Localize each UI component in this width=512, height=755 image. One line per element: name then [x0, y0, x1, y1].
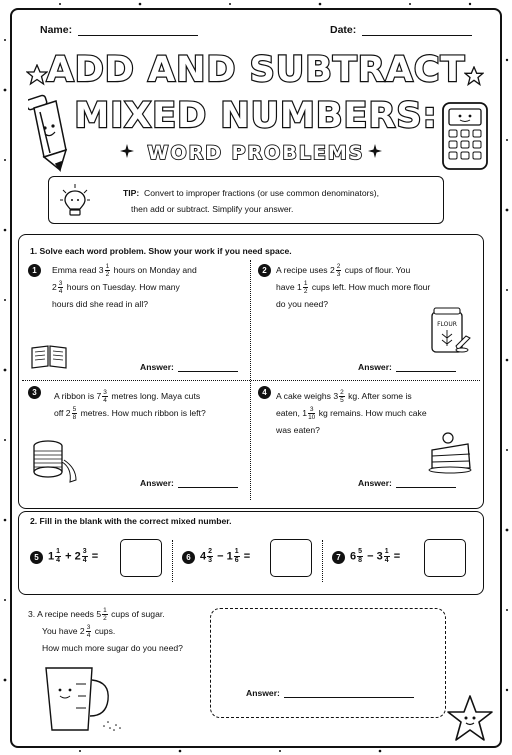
measuring-cup-icon	[40, 662, 130, 736]
problem-number: 6	[182, 551, 195, 564]
title-line-2: MIXED NUMBERS:	[74, 96, 438, 136]
flour-label: FLOUR	[437, 321, 457, 328]
whole-number: 6	[350, 550, 357, 563]
operator: +	[65, 550, 72, 563]
text-part: cups of flour. You	[344, 265, 411, 275]
numerator: 1	[56, 548, 61, 555]
denominator: 8	[358, 557, 363, 564]
tip-line-2: then add or subtract. Simplify your answer.	[131, 204, 294, 214]
tip-text	[123, 185, 433, 217]
answer-line[interactable]	[178, 364, 238, 372]
title-subtitle: WORD PROBLEMS	[147, 142, 365, 164]
numerator: 2	[336, 263, 341, 271]
answer-line[interactable]	[396, 364, 456, 372]
divider	[22, 380, 480, 381]
text-part: metres long. Maya cuts	[111, 391, 201, 401]
whole-number: 1	[48, 550, 55, 563]
text-part: cups left. How much more flour	[311, 282, 431, 292]
numerator: 1	[105, 263, 110, 271]
work-space-box[interactable]	[210, 608, 446, 718]
equals-sign: =	[393, 550, 401, 563]
text-part: have 1	[276, 282, 302, 292]
text-part: off 2	[54, 408, 71, 418]
denominator: 2	[105, 271, 110, 279]
denominator: 4	[384, 557, 389, 564]
pencil-mascot-icon	[28, 92, 72, 174]
answer-label: Answer:	[140, 362, 174, 372]
denominator: 4	[86, 632, 91, 640]
fraction	[303, 280, 309, 295]
whole-number: 1	[226, 550, 233, 563]
tip-label: TIP:	[123, 188, 140, 198]
answer-blank-5[interactable]	[120, 539, 162, 577]
text-part: A recipe uses 2	[276, 265, 335, 275]
numerator: 5	[72, 406, 77, 414]
numerator: 3	[86, 624, 91, 632]
fraction	[207, 548, 213, 565]
text-part: A ribbon is 7	[54, 391, 102, 401]
fraction	[339, 389, 345, 404]
denominator: 3	[336, 271, 341, 279]
date-label: Date:	[330, 24, 357, 36]
numerator: 3	[58, 280, 63, 288]
denominator: 4	[82, 557, 87, 564]
denominator: 10	[308, 414, 316, 422]
lightbulb-icon	[59, 183, 91, 219]
whole-number: 2	[74, 550, 81, 563]
answer-line[interactable]	[396, 480, 456, 488]
text-part: cups.	[94, 626, 116, 636]
equals-sign: =	[91, 550, 99, 563]
star-icon	[464, 66, 484, 86]
book-icon	[30, 342, 68, 370]
numerator: 1	[384, 548, 389, 555]
calculator-mascot-icon	[440, 100, 492, 174]
whole-number: 4	[200, 550, 207, 563]
denominator: 2	[303, 288, 308, 296]
text-part: 3. A recipe needs 5	[28, 609, 102, 619]
numerator: 2	[340, 389, 344, 397]
text-part: 2	[52, 282, 57, 292]
cake-slice-icon	[428, 430, 474, 474]
text-part: hours did she read in all?	[52, 299, 149, 309]
fraction	[72, 406, 78, 421]
tip-line-1: Convert to improper fractions (or use common denominators),	[144, 188, 380, 198]
denominator: 3	[208, 557, 213, 564]
sparkle-icon	[120, 144, 134, 158]
fraction	[102, 607, 108, 622]
answer-field-2[interactable]	[358, 362, 456, 372]
numerator: 3	[309, 406, 314, 414]
fraction	[86, 624, 92, 639]
star-mascot-icon	[446, 694, 494, 744]
text-part: metres. How much ribbon is left?	[80, 408, 206, 418]
title-line-1: ADD AND SUBTRACT	[46, 50, 466, 90]
answer-field-section-3[interactable]	[246, 688, 414, 698]
tip-box	[48, 176, 444, 224]
answer-label: Answer:	[246, 688, 280, 698]
numerator: 3	[82, 548, 87, 555]
fraction	[384, 548, 390, 565]
denominator: 2	[103, 615, 107, 623]
equation-7	[350, 548, 400, 565]
date-line[interactable]	[362, 26, 472, 36]
date-field[interactable]	[330, 24, 472, 36]
star-icon	[26, 64, 48, 86]
denominator: 4	[58, 288, 63, 296]
text-part: How much more sugar do you need?	[42, 643, 183, 653]
flour-bag-icon	[428, 306, 472, 356]
problem-3-text	[54, 388, 250, 422]
equation-5	[48, 548, 98, 565]
numerator: 1	[303, 280, 308, 288]
problem-number: 2	[258, 264, 271, 277]
fraction	[336, 263, 342, 278]
numerator: 2	[208, 548, 213, 555]
numerator: 5	[358, 548, 363, 555]
text-part: eaten, 1	[276, 408, 308, 418]
fraction	[102, 389, 108, 404]
answer-label: Answer:	[140, 478, 174, 488]
section-3-text	[28, 606, 210, 657]
equals-sign: =	[243, 550, 251, 563]
answer-field-1[interactable]	[140, 362, 238, 372]
whole-number: 3	[376, 550, 383, 563]
answer-line[interactable]	[284, 690, 414, 698]
divider	[322, 540, 323, 582]
fraction	[308, 406, 315, 421]
name-label: Name:	[40, 24, 73, 36]
denominator: 8	[72, 414, 77, 422]
numerator: 1	[234, 548, 239, 555]
denominator: 6	[234, 557, 239, 564]
name-line[interactable]	[78, 26, 198, 36]
operator: −	[217, 550, 224, 563]
divider	[172, 540, 173, 582]
denominator: 4	[56, 557, 61, 564]
problem-number: 4	[258, 386, 271, 399]
answer-label: Answer:	[358, 478, 392, 488]
text-part: You have 2	[42, 626, 85, 636]
denominator: 4	[103, 397, 107, 405]
name-field[interactable]	[40, 24, 198, 36]
problem-1-text	[52, 262, 242, 313]
answer-blank-7[interactable]	[424, 539, 466, 577]
problem-number: 5	[30, 551, 43, 564]
text-part: Emma read 3	[52, 265, 104, 275]
answer-field-3[interactable]	[140, 478, 238, 488]
text-part: kg. After some is	[348, 391, 412, 401]
ribbon-spool-icon	[30, 438, 80, 484]
text-part: A cake weighs 3	[276, 391, 339, 401]
section-2-title: 2. Fill in the blank with the correct mixed number.	[30, 516, 232, 526]
answer-label: Answer:	[358, 362, 392, 372]
text-part: kg remains. How much cake	[318, 408, 427, 418]
problem-number: 3	[28, 386, 41, 399]
problem-number: 1	[28, 264, 41, 277]
equation-6	[200, 548, 250, 565]
problem-number: 7	[332, 551, 345, 564]
fraction	[357, 548, 363, 565]
fraction	[234, 548, 240, 565]
numerator: 3	[103, 389, 107, 397]
text-part: hours on Monday and	[113, 265, 197, 275]
fraction	[105, 263, 111, 278]
text-part: hours on Tuesday. How many	[66, 282, 180, 292]
answer-blank-6[interactable]	[270, 539, 312, 577]
numerator: 1	[103, 607, 107, 615]
denominator: 5	[340, 397, 344, 405]
fraction	[55, 548, 61, 565]
operator: −	[367, 550, 374, 563]
sparkle-icon	[368, 144, 382, 158]
fraction	[82, 548, 88, 565]
text-part: was eaten?	[276, 425, 320, 435]
text-part: do you need?	[276, 299, 329, 309]
section-1-title: 1. Solve each word problem. Show your work if you need space.	[30, 246, 292, 256]
fraction	[58, 280, 64, 295]
answer-line[interactable]	[178, 480, 238, 488]
answer-field-4[interactable]	[358, 478, 456, 488]
text-part: cups of sugar.	[111, 609, 165, 619]
